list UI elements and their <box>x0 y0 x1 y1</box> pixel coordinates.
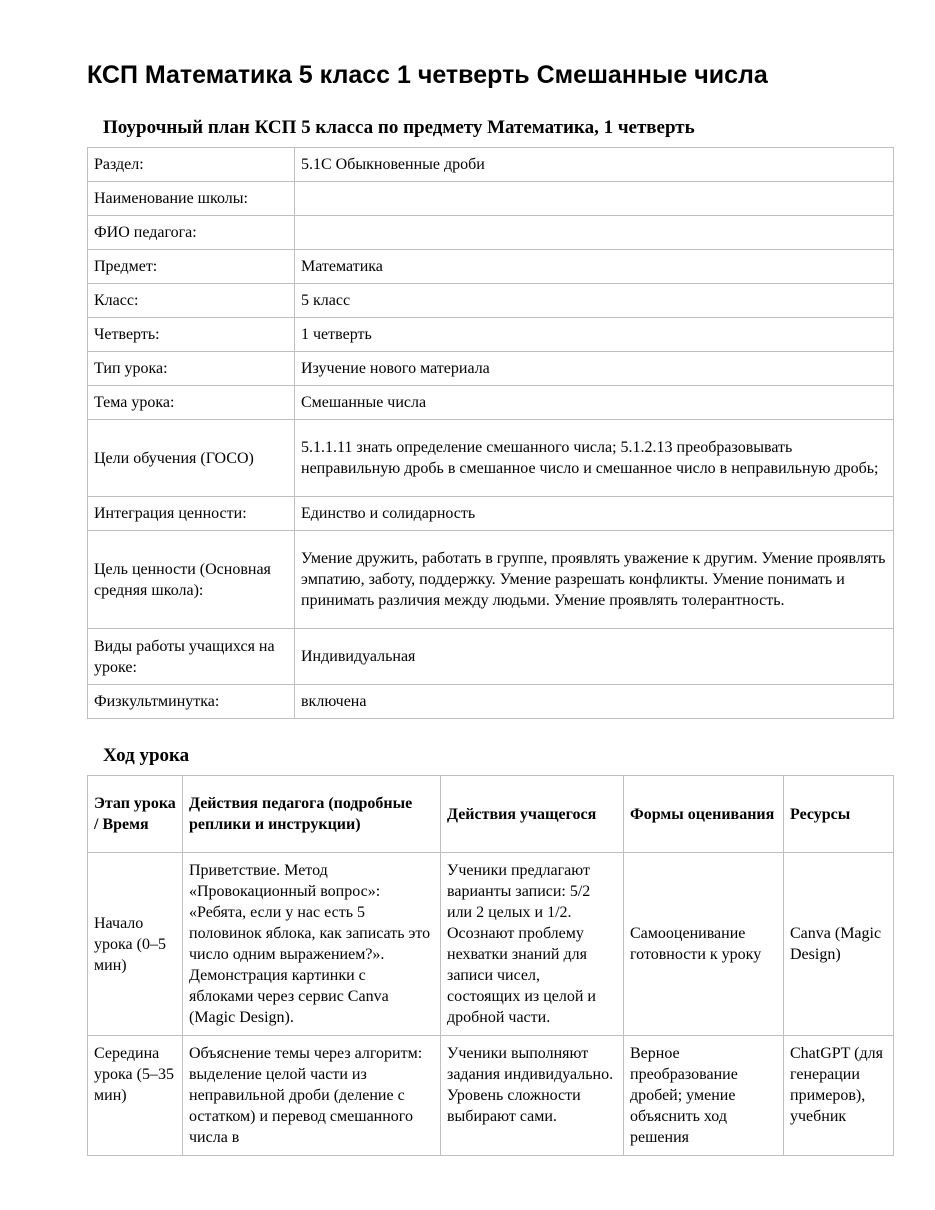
info-label: Физкультминутка: <box>88 685 295 719</box>
info-value: 5 класс <box>295 284 894 318</box>
info-row-value-goal <box>88 531 894 629</box>
info-row-value-integration <box>88 497 894 531</box>
info-row-work-types <box>88 629 894 685</box>
column-header-stage: Этап урока / Время <box>88 776 183 853</box>
info-label: Четверть: <box>88 318 295 352</box>
info-value: 5.1С Обыкновенные дроби <box>295 148 894 182</box>
lesson-header-row <box>88 776 894 853</box>
info-value: Умение дружить, работать в группе, проявлять уважение к другим. Умение проявлять эмпатию, заботу, поддержку. Умение разрешать конфликты. Умение понимать и принимать различия между людьми. Умение проявлять толерантность. <box>295 531 894 629</box>
info-row-subject <box>88 250 894 284</box>
column-header-resources: Ресурсы <box>784 776 894 853</box>
lesson-row-start <box>88 853 894 1036</box>
lesson-info-table <box>87 147 894 719</box>
lesson-row-middle <box>88 1036 894 1156</box>
info-label: Предмет: <box>88 250 295 284</box>
info-row-grade <box>88 284 894 318</box>
column-header-student: Действия учащегося <box>441 776 624 853</box>
info-value: Индивидуальная <box>295 629 894 685</box>
info-value <box>295 182 894 216</box>
student-actions-cell: Ученики выполняют задания индивидуально. Уровень сложности выбирают сами. <box>441 1036 624 1156</box>
page-title: КСП Математика 5 класс 1 четверть Смешанные числа <box>87 61 768 89</box>
teacher-actions-cell: Объяснение темы через алгоритм: выделение целой части из неправильной дроби (деление с остатком) и перевод смешанного числа в <box>183 1036 441 1156</box>
info-row-goals <box>88 420 894 497</box>
info-value: включена <box>295 685 894 719</box>
resources-cell: ChatGPT (для генерации примеров), учебник <box>784 1036 894 1156</box>
info-label: Тема урока: <box>88 386 295 420</box>
student-actions-cell: Ученики предлагают варианты записи: 5/2 или 2 целых и 1/2. Осознают проблему нехватки знаний для записи чисел, состоящих из целой и дробной части. <box>441 853 624 1036</box>
info-row-lesson-type <box>88 352 894 386</box>
info-label: Тип урока: <box>88 352 295 386</box>
info-label: Раздел: <box>88 148 295 182</box>
info-row-quarter <box>88 318 894 352</box>
info-label: Наименование школы: <box>88 182 295 216</box>
plan-heading: Поурочный план КСП 5 класса по предмету Математика, 1 четверть <box>103 117 695 138</box>
info-value: 1 четверть <box>295 318 894 352</box>
info-label: Интеграция ценности: <box>88 497 295 531</box>
info-value: Единство и солидарность <box>295 497 894 531</box>
info-label: Цель ценности (Основная средняя школа): <box>88 531 295 629</box>
resources-cell: Canva (Magic Design) <box>784 853 894 1036</box>
info-row-school <box>88 182 894 216</box>
info-value: Изучение нового материала <box>295 352 894 386</box>
info-row-section <box>88 148 894 182</box>
assessment-cell: Верное преобразование дробей; умение объяснить ход решения <box>624 1036 784 1156</box>
lesson-progress-table <box>87 775 894 1156</box>
column-header-teacher: Действия педагога (подробные реплики и инструкции) <box>183 776 441 853</box>
lesson-progress-heading: Ход урока <box>103 745 190 766</box>
info-label: Цели обучения (ГОСО) <box>88 420 295 497</box>
teacher-actions-cell: Приветствие. Метод «Провокационный вопрос»: «Ребята, если у нас есть 5 половинок яблока, как записать это число одним выражением?». Демонстрация картинки с яблоками через сервис Canva (Magic Design). <box>183 853 441 1036</box>
info-label: Класс: <box>88 284 295 318</box>
column-header-assessment: Формы оценивания <box>624 776 784 853</box>
stage-cell: Середина урока (5–35 мин) <box>88 1036 183 1156</box>
assessment-cell: Самооценивание готовности к уроку <box>624 853 784 1036</box>
stage-cell: Начало урока (0–5 мин) <box>88 853 183 1036</box>
info-row-teacher <box>88 216 894 250</box>
info-label: Виды работы учащихся на уроке: <box>88 629 295 685</box>
info-value <box>295 216 894 250</box>
info-row-topic <box>88 386 894 420</box>
info-value: Математика <box>295 250 894 284</box>
info-row-exercise-break <box>88 685 894 719</box>
info-value: 5.1.1.11 знать определение смешанного числа; 5.1.2.13 преобразовывать неправильную дробь в смешанное число и смешанное число в неправильную дробь; <box>295 420 894 497</box>
info-value: Смешанные числа <box>295 386 894 420</box>
info-label: ФИО педагога: <box>88 216 295 250</box>
